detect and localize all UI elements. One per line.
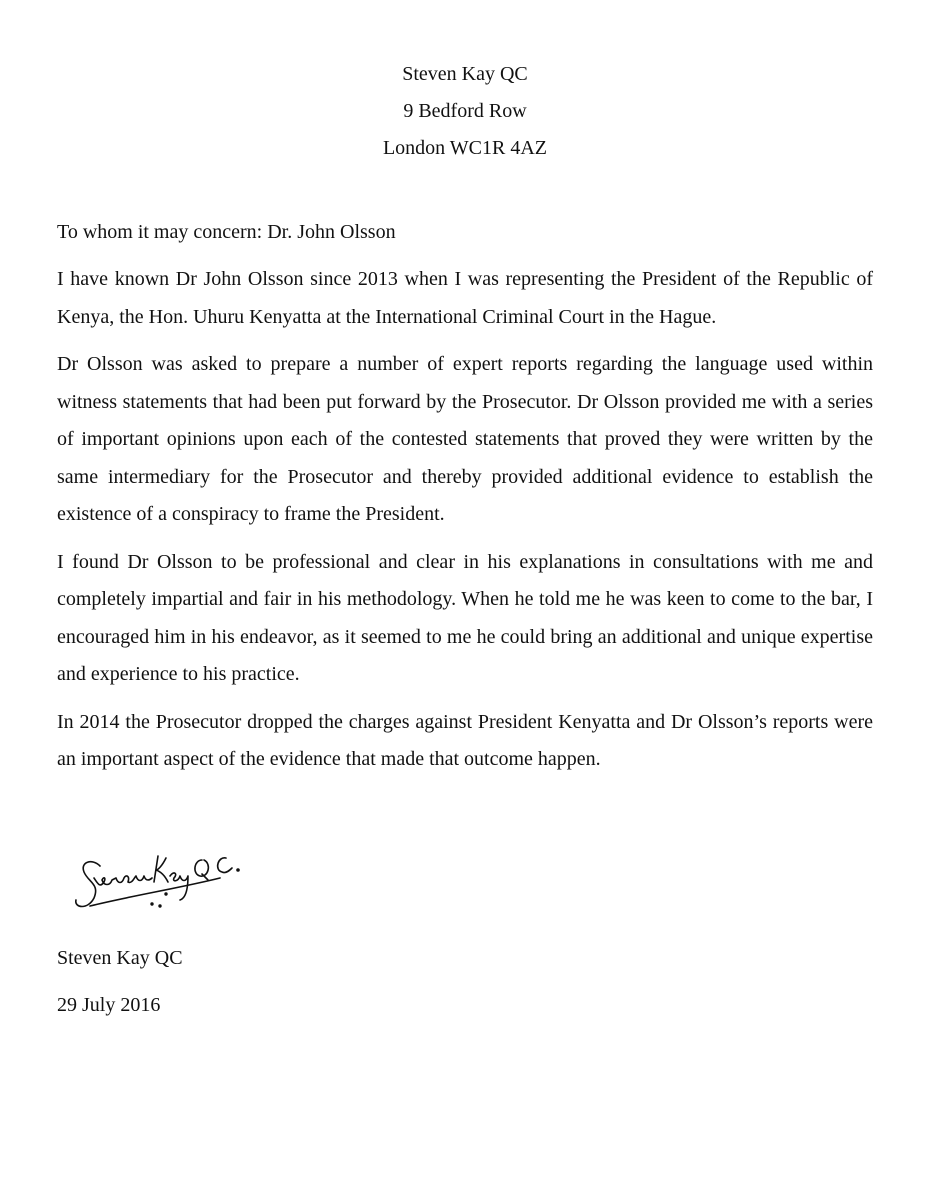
paragraph-4: In 2014 the Prosecutor dropped the charges against President Kenyatta and Dr Olsson’s reports were an important aspect of the evidence that made that outcome happen.	[57, 710, 873, 770]
paragraph-3: I found Dr Olsson to be professional and clear in his explanations in consultations with me and completely impartial and fair in his methodology. When he told me he was keen to come to the bar, I encouraged him in his endeavor, as it seemed to me he could bring an additional and unique expertise and experience to his practice.	[57, 550, 873, 685]
letter-body	[57, 56, 873, 779]
handwritten-signature	[70, 848, 250, 918]
signatory-name: Steven Kay QC	[57, 947, 183, 969]
salutation: To whom it may concern: Dr. John Olsson	[57, 221, 396, 243]
paragraph-2: Dr Olsson was asked to prepare a number of expert reports regarding the language used within witness statements that had been put forward by the Prosecutor. Dr Olsson provided me with a series of important opinions upon each of the contested statements that proved they were written by the same intermediary for the Prosecutor and thereby provided additional evidence to establish the existence of a conspiracy to frame the President.	[57, 353, 873, 525]
paragraph-1: I have known Dr John Olsson since 2013 when I was representing the President of the Republic of Kenya, the Hon. Uhuru Kenyatta at the International Criminal Court in the Hague.	[57, 268, 873, 328]
letter-date: 29 July 2016	[57, 994, 161, 1016]
letterhead-street: 9 Bedford Row	[403, 100, 527, 122]
letterhead-name: Steven Kay QC	[402, 63, 528, 85]
letterhead-address	[57, 56, 873, 167]
letterhead-city: London WC1R 4AZ	[382, 137, 548, 159]
